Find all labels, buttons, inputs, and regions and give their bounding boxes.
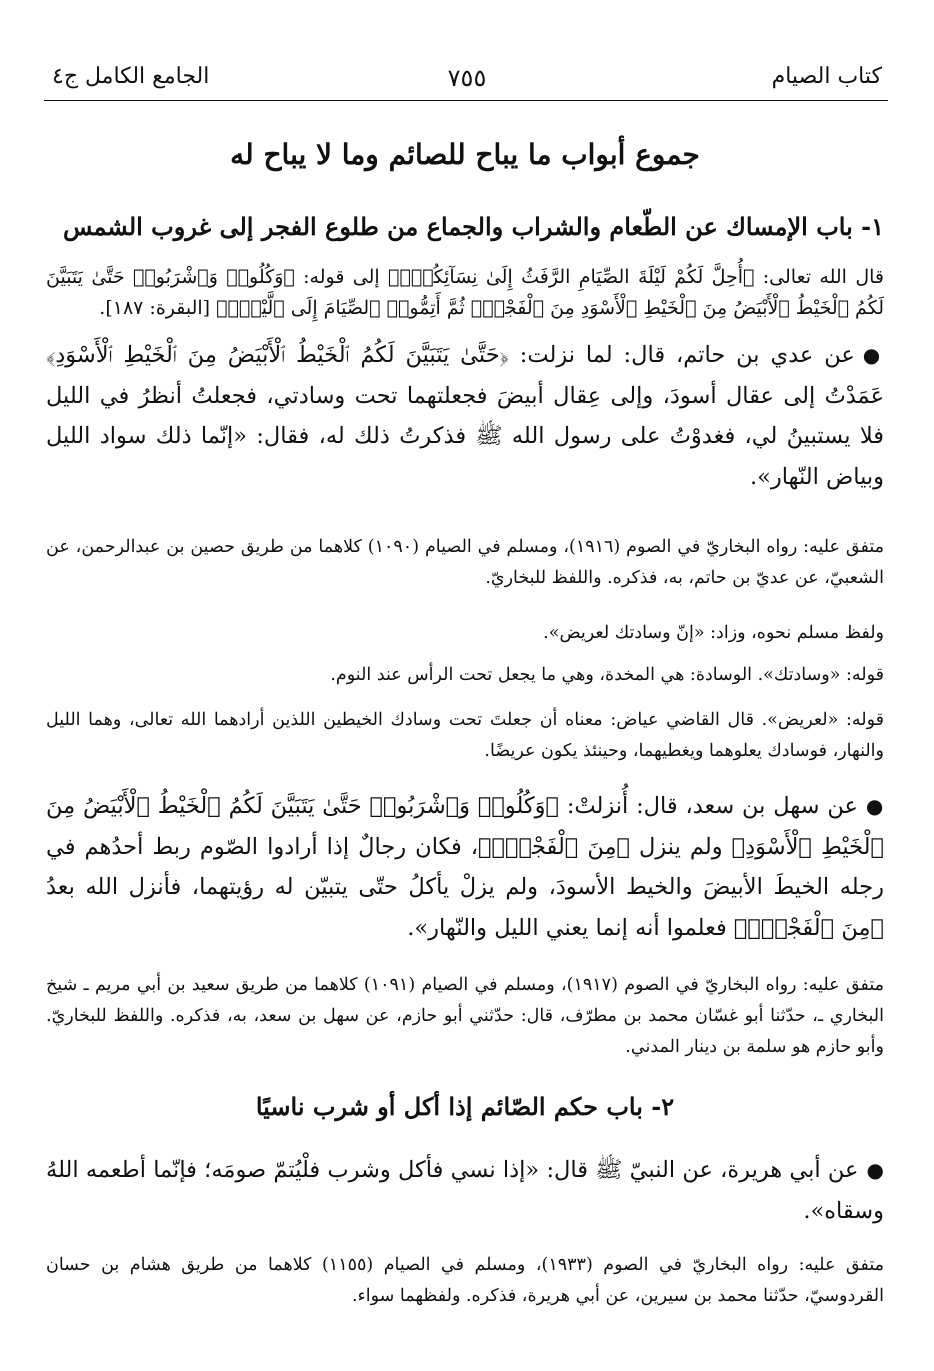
note-wisada: قوله: «وسادتك». الوسادة: هي المخدة، وهي ما يجعل تحت الرأس عند النوم. <box>330 665 884 685</box>
hadith-text: عن عدي بن حاتم، قال: لما نزلت: ﴿حَتَّىٰ يَتَبَيَّنَ لَكُمُ ٱلْخَيْطُ ٱلْأَبْيَضُ مِنَ ٱلْخَيْطِ ٱلْأَسْوَدِ﴾ عَمَدْتُ إلى عقال أسودَ، وإلى عِقال أبيضَ فجعلتهما تحت وسادتي، فجعلتُ أنظرُ في الليل فلا يستبينُ لي، فغدوْتُ على رسول الله ﷺ فذكرتُ ذلك له، فقال: «إنّما ذلك سواد الليل وبياض النّهار». <box>46 342 884 490</box>
chapter-1-verse: قال الله تعالى: ﴿أُحِلَّ لَكُمْ لَيْلَةَ الصِّيَامِ الرَّفَثُ إِلَىٰ نِسَآئِكُمْۚ﴾ إلى قوله: ﴿وَكُلُوا۟ وَٱشْرَبُوا۟ حَتَّىٰ يَتَبَيَّنَ لَكُمُ ٱلْخَيْطُ ٱلْأَبْيَضُ مِنَ ٱلْخَيْطِ ٱلْأَسْوَدِ مِنَ ٱلْفَجْرِۖ ثُمَّ أَتِمُّوا۟ ٱلصِّيَامَ إِلَى ٱلَّيْلِۚ﴾ [البقرة: ١٨٧]. <box>46 266 884 319</box>
hadith-abu-hurayra <box>46 1150 884 1231</box>
page-number: ٧٥٥ <box>447 64 487 92</box>
bullet-icon: ● <box>865 794 885 818</box>
hadith-text: عن أبي هريرة، عن النبيّ ﷺ قال: «إذا نسي فأكل وشرب فلْيُتمّ صومَه؛ فإنّما أطعمه اللهُ وسقاه». <box>46 1157 884 1224</box>
header-rule <box>44 100 888 101</box>
running-header-book-title: كتاب الصيام <box>771 64 882 89</box>
bullet-icon: ● <box>862 343 884 367</box>
chapter-1-heading: ١- باب الإمساك عن الطّعام والشراب والجماع من طلوع الفجر إلى غروب الشمس <box>62 212 884 241</box>
hadith-text: عن سهل بن سعد، قال: أُنزلتْ: ﴿وَكُلُوا۟ وَٱشْرَبُوا۟ حَتَّىٰ يَتَبَيَّنَ لَكُمُ ٱلْخَيْطُ ٱلْأَبْيَضُ مِنَ ٱلْخَيْطِ ٱلْأَسْوَدِ﴾ ولم ينزل ﴿مِنَ ٱلْفَجْرِۖ﴾، فكان رجالٌ إذا أرادوا الصّوم ربط أحدُهم في رجله الخيطَ الأبيضَ والخيط الأسودَ، ولم يزلْ يأكلُ حتّى يتبيّن له رؤيتهما، فأنزل الله بعدُ ﴿مِنَ ٱلْفَجْرِۖ﴾ فعلموا أنه إنما يعني الليل والنّهار». <box>46 793 884 941</box>
bullet-icon: ● <box>866 1158 884 1182</box>
note-muslim-wording: ولفظ مسلم نحوه، وزاد: «إنّ وسادتك لعريض». <box>543 623 884 643</box>
chapter-2-heading: ٢- باب حكم الصّائم إذا أكل أو شرب ناسيًا <box>255 1092 675 1121</box>
takhrij-note-3: متفق عليه: رواه البخاريّ في الصوم (١٩٣٣)، ومسلم في الصيام (١١٥٥) كلاهما من طريق هشام بن حسان القردوسيّ، حدّثنا محمد بن سيرين، عن أبي هريرة، فذكره. ولفظهما سواء. <box>46 1255 884 1306</box>
takhrij-note-2: متفق عليه: رواه البخاريّ في الصوم (١٩١٧)، ومسلم في الصيام (١٠٩١) كلاهما من طريق سعيد بن أبي مريم ـ شيخ البخاري ـ، حدّثنا أبو غسّان محمد بن مطرّف، قال: حدّثني أبو حازم، عن سهل بن سعد، به، فذكره. واللفظ للبخاريّ. وأبو حازم هو سلمة بن دينار المدني. <box>46 975 884 1057</box>
running-header-volume: الجامع الكامل ج٤ <box>52 64 210 89</box>
hadith-sahl-bin-saad <box>46 786 884 948</box>
note-ariid: قوله: «لعريض». قال القاضي عياض: معناه أن جعلتَ تحت وسادك الخيطين اللذين أرادهما الله تعالى، وهما الليل والنهار، فوسادك يعلوهما ويغطيهما، وحينئذ يكون عريضًا. <box>46 710 884 761</box>
takhrij-note-1: متفق عليه: رواه البخاريّ في الصوم (١٩١٦)، ومسلم في الصيام (١٠٩٠) كلاهما من طريق حصين بن عبدالرحمن، عن الشعبيّ، عن عديّ بن حاتم، به، فذكره. واللفظ للبخاريّ. <box>46 537 884 588</box>
hadith-adi-bin-hatim <box>46 335 884 497</box>
section-title: جموع أبواب ما يباح للصائم وما لا يباح له <box>230 138 700 171</box>
